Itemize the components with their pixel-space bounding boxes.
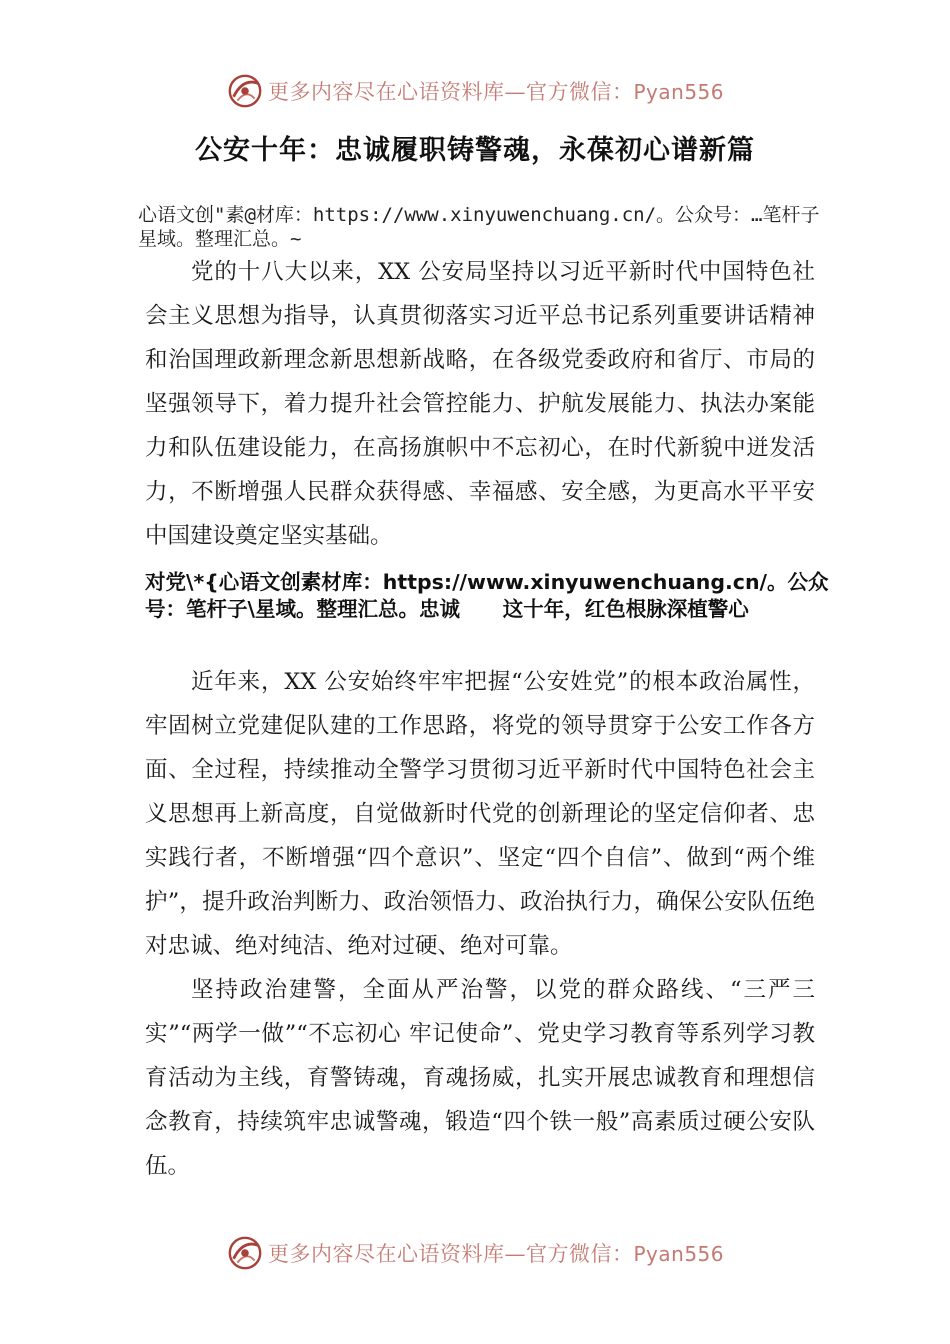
wechat-id: Pyan556 (633, 80, 724, 104)
section-heading: 对党\*{心语文创素材库：https://www.xinyuwenchuang.cn/。公众号：笔杆子\星域。整理汇总。忠诚 这十年，红色根脉深植警心 (145, 570, 829, 621)
paragraph-2: 近年来，XX 公安始终牢牢把握“公安姓党”的根本政治属性，牢固树立党建促队建的工作思路，将党的领导贯穿于公安工作各方面、全过程，持续推动全警学习贯彻习近平新时代中国特色社会主义思想再上新高度，自觉做新时代党的创新理论的坚定信仰者、忠实践行者，不断增强“四个意识”、坚定“四个自信”、做到“两个维护”，提升政治判断力、政治领悟力、政治执行力，确保公安队伍绝对忠诚、绝对纯洁、绝对过硬、绝对可靠。 (145, 669, 815, 959)
logo-icon (226, 1234, 264, 1272)
source-note: 心语文创"素@材库：https://www.xinyuwenchuang.cn/。公众号：…笔杆子星域。整理汇总。~ (138, 204, 820, 250)
wechat-id: Pyan556 (633, 1242, 724, 1266)
banner-text: 更多内容尽在心语资料库—官方微信：Pyan556 (267, 80, 724, 104)
banner-text: 更多内容尽在心语资料库—官方微信：Pyan556 (267, 1242, 724, 1266)
paragraph-3: 坚持政治建警，全面从严治警，以党的群众路线、“三严三实”“两学一做”“不忘初心 牢记使命”、党史学习教育等系列学习教育活动为主线，育警铸魂，育魂扬威，扎实开展忠诚教育和理想信念教育，持续筑牢忠诚警魂，锻造“四个铁一般”高素质过硬公安队伍。 (145, 977, 815, 1179)
logo-icon (226, 72, 264, 110)
header-banner (0, 66, 950, 116)
paragraph-1: 党的十八大以来，XX 公安局坚持以习近平新时代中国特色社会主义思想为指导，认真贯彻落实习近平总书记系列重要讲话精神和治国理政新理念新思想新战略，在各级党委政府和省厅、市局的坚强领导下，着力提升社会管控能力、护航发展能力、执法办案能力和队伍建设能力，在高扬旗帜中不忘初心，在时代新貌中迸发活力，不断增强人民群众获得感、幸福感、安全感，为更高水平平安中国建设奠定坚实基础。 (145, 259, 815, 549)
page-title: 公安十年：忠诚履职铸警魂，永葆初心谱新篇 (195, 135, 755, 166)
footer-banner (0, 1228, 950, 1278)
